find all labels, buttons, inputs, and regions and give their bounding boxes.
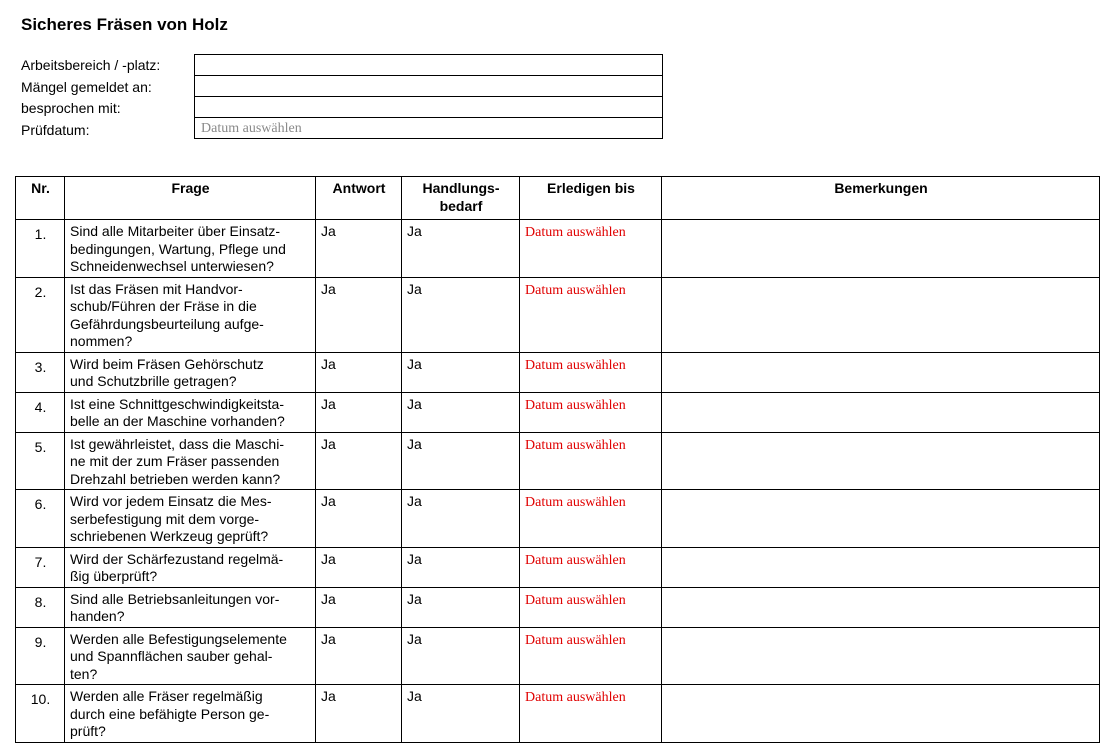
header-bemerkungen: Bemerkungen: [662, 177, 1100, 220]
table-row: [16, 220, 1100, 278]
table-row: [16, 685, 1100, 743]
table-row: [16, 587, 1100, 627]
question-line: durch eine befähigte Person ge-: [70, 705, 270, 722]
row-number: 5.: [16, 432, 65, 490]
table-row: [16, 392, 1100, 432]
due-date-placeholder: Datum auswählen: [525, 592, 626, 608]
action-required-dropdown[interactable]: Ja: [402, 547, 520, 587]
table-row: [16, 627, 1100, 685]
question-cell: [65, 627, 316, 685]
table-row: [16, 277, 1100, 352]
action-required-dropdown[interactable]: Ja: [402, 490, 520, 548]
due-date-picker[interactable]: [520, 277, 662, 352]
question-line: Wird beim Fräsen Gehörschutz: [70, 355, 264, 372]
question-cell: [65, 490, 316, 548]
question-cell: [65, 547, 316, 587]
label-pruefdatum: Prüfdatum:: [21, 121, 90, 138]
due-date-picker[interactable]: [520, 685, 662, 743]
question-line: bedingungen, Wartung, Pflege und: [70, 240, 286, 257]
answer-dropdown[interactable]: Ja: [316, 277, 402, 352]
due-date-picker[interactable]: [520, 392, 662, 432]
due-date-placeholder: Datum auswählen: [525, 225, 626, 240]
answer-dropdown[interactable]: Ja: [316, 627, 402, 685]
question-cell: [65, 432, 316, 490]
table-row: [16, 547, 1100, 587]
checklist-table: [15, 176, 1100, 743]
question-line: schub/Führen der Fräse in die: [70, 298, 257, 314]
action-required-dropdown[interactable]: Ja: [402, 277, 520, 352]
action-required-dropdown[interactable]: Ja: [402, 432, 520, 490]
header-erledigen-bis: Erledigen bis: [520, 177, 662, 220]
action-required-dropdown[interactable]: Ja: [402, 352, 520, 392]
question-line: Werden alle Fräser regelmäßig: [70, 688, 263, 704]
action-required-dropdown[interactable]: Ja: [402, 627, 520, 685]
answer-dropdown[interactable]: Ja: [316, 685, 402, 743]
question-line: Gefährdungsbeurteilung aufge-: [70, 315, 264, 332]
question-line: und Schutzbrille getragen?: [70, 373, 237, 389]
due-date-picker[interactable]: [520, 220, 662, 278]
row-number: 8.: [16, 587, 65, 627]
question-line: serbefestigung mit dem vorge-: [70, 510, 260, 527]
question-line: Ist das Fräsen mit Handvor-: [70, 280, 243, 297]
answer-dropdown[interactable]: Ja: [316, 490, 402, 548]
question-cell: [65, 587, 316, 627]
label-arbeitsbereich: Arbeitsbereich / -platz:: [21, 57, 161, 73]
due-date-placeholder: Datum auswählen: [525, 690, 626, 705]
question-line: Ist eine Schnittgeschwindigkeitsta-: [70, 395, 284, 412]
due-date-placeholder: Datum auswählen: [525, 357, 626, 373]
question-line: Wird der Schärfezustand regelmä-: [70, 550, 284, 567]
question-line: Schneidenwechsel unterwiesen?: [70, 258, 274, 274]
remarks-field[interactable]: [662, 432, 1100, 490]
table-header-row: [16, 177, 1100, 220]
remarks-field[interactable]: [662, 392, 1100, 432]
table-row: [16, 432, 1100, 490]
header-frage: Frage: [65, 177, 316, 220]
question-line: Ist gewährleistet, dass die Maschi-: [70, 435, 284, 452]
header-antwort: Antwort: [316, 177, 402, 220]
due-date-picker[interactable]: [520, 547, 662, 587]
answer-dropdown[interactable]: Ja: [316, 392, 402, 432]
due-date-picker[interactable]: [520, 627, 662, 685]
action-required-dropdown[interactable]: Ja: [402, 587, 520, 627]
due-date-placeholder: Datum auswählen: [525, 282, 626, 298]
question-cell: [65, 685, 316, 743]
row-number: 10.: [16, 685, 65, 743]
page-title: Sicheres Fräsen von Holz: [21, 15, 228, 34]
question-line: Sind alle Betriebsanleitungen vor-: [70, 590, 280, 607]
header-handlungsbedarf-line2: bedarf: [439, 197, 483, 214]
question-line: ten?: [70, 665, 98, 682]
question-line: Werden alle Befestigungselemente: [70, 630, 287, 647]
table-row: [16, 352, 1100, 392]
question-line: ßig überprüft?: [70, 568, 158, 584]
answer-dropdown[interactable]: Ja: [316, 352, 402, 392]
question-line: prüft?: [70, 723, 106, 739]
form-labels: [21, 55, 160, 141]
header-handlungsbedarf: [402, 177, 520, 220]
question-line: handen?: [70, 608, 125, 624]
remarks-field[interactable]: [662, 587, 1100, 627]
question-line: ne mit der zum Fräser passenden: [70, 453, 280, 469]
due-date-placeholder: Datum auswählen: [525, 552, 626, 568]
question-line: Sind alle Mitarbeiter über Einsatz-: [70, 223, 281, 239]
due-date-picker[interactable]: [520, 352, 662, 392]
label-maengel-gemeldet: Mängel gemeldet an:: [21, 78, 152, 95]
remarks-field[interactable]: [662, 685, 1100, 743]
table-row: [16, 490, 1100, 548]
due-date-placeholder: Datum auswählen: [525, 632, 626, 648]
question-line: und Spannflächen sauber gehal-: [70, 648, 273, 664]
due-date-picker[interactable]: [520, 432, 662, 490]
answer-dropdown[interactable]: Ja: [316, 220, 402, 278]
remarks-field[interactable]: [662, 490, 1100, 548]
remarks-field[interactable]: [662, 352, 1100, 392]
row-number: 2.: [16, 277, 65, 352]
pruefdatum-date-picker[interactable]: [195, 118, 663, 139]
action-required-dropdown[interactable]: Ja: [402, 685, 520, 743]
row-number: 4.: [16, 392, 65, 432]
due-date-placeholder: Datum auswählen: [525, 437, 626, 453]
header-handlungsbedarf-line1: Handlungs-: [422, 180, 500, 196]
due-date-placeholder: Datum auswählen: [525, 397, 626, 413]
action-required-dropdown[interactable]: Ja: [402, 220, 520, 278]
question-cell: [65, 392, 316, 432]
row-number: 6.: [16, 490, 65, 548]
row-number: 7.: [16, 547, 65, 587]
row-number: 1.: [16, 220, 65, 278]
question-line: belle an der Maschine vorhanden?: [70, 413, 285, 429]
label-besprochen-mit: besprochen mit:: [21, 100, 121, 116]
header-form: [194, 54, 663, 139]
remarks-field[interactable]: [662, 627, 1100, 685]
answer-dropdown[interactable]: Ja: [316, 587, 402, 627]
question-cell: [65, 352, 316, 392]
arbeitsbereich-field[interactable]: [195, 55, 663, 76]
answer-dropdown[interactable]: Ja: [316, 547, 402, 587]
due-date-picker[interactable]: [520, 490, 662, 548]
question-line: Wird vor jedem Einsatz die Mes-: [70, 493, 272, 509]
pruefdatum-placeholder: Datum auswählen: [201, 121, 302, 136]
action-required-dropdown[interactable]: Ja: [402, 392, 520, 432]
question-line: Drehzahl betrieben werden kann?: [70, 470, 281, 487]
row-number: 9.: [16, 627, 65, 685]
question-cell: [65, 277, 316, 352]
due-date-picker[interactable]: [520, 587, 662, 627]
header-nr: Nr.: [16, 177, 65, 220]
remarks-field[interactable]: [662, 220, 1100, 278]
question-line: nommen?: [70, 333, 133, 349]
maengel-gemeldet-field[interactable]: [195, 76, 663, 97]
remarks-field[interactable]: [662, 547, 1100, 587]
row-number: 3.: [16, 352, 65, 392]
besprochen-mit-field[interactable]: [195, 97, 663, 118]
question-line: schriebenen Werkzeug geprüft?: [70, 528, 269, 544]
remarks-field[interactable]: [662, 277, 1100, 352]
question-cell: [65, 220, 316, 278]
answer-dropdown[interactable]: Ja: [316, 432, 402, 490]
due-date-placeholder: Datum auswählen: [525, 495, 626, 510]
